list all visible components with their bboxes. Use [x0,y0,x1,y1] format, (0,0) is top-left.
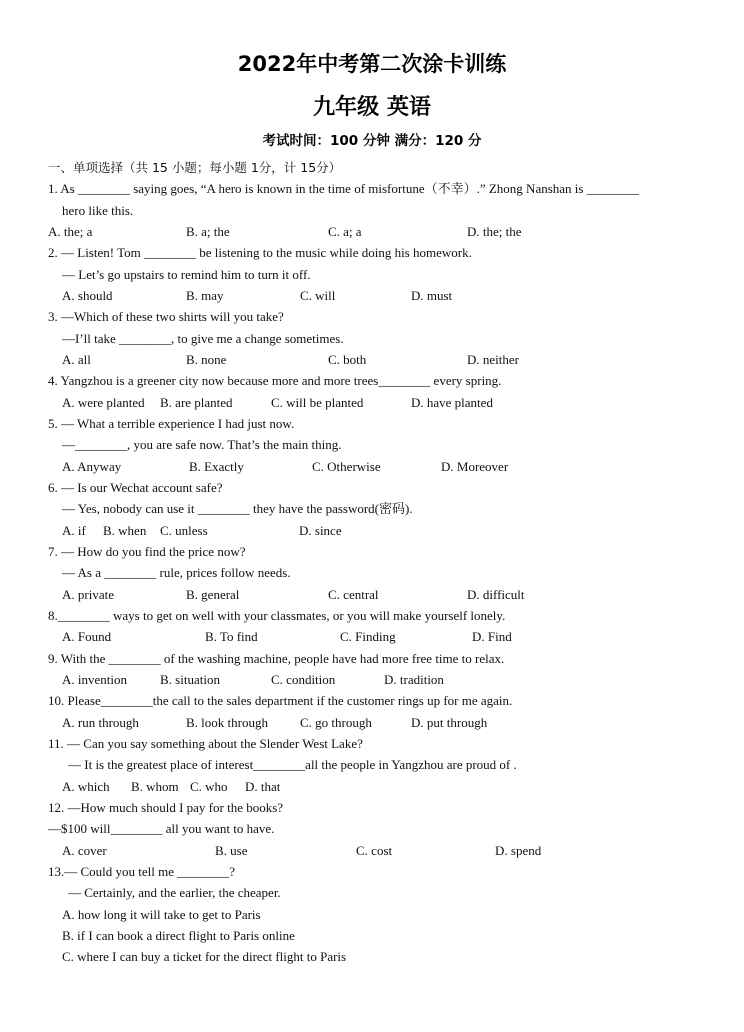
question-12-option-d: D. spend [495,843,542,858]
question-4-option-c: C. will be planted [271,395,364,410]
question-12-option-c: C. cost [356,843,393,858]
question-6-response: — Yes, nobody can use it ________ they have the password(密码). [62,501,413,516]
question-13-response: — Certainly, and the earlier, the cheaper. [68,885,281,900]
question-1-option-a: A. the; a [48,224,93,239]
question-12-option-a: A. cover [62,843,107,858]
exam-title: 2022年中考第二次涂卡训练 [237,52,507,76]
section-heading: 一、单项选择（共 15 小题；每小题 1分，计 15分） [48,160,342,175]
question-2-response: — Let’s go upstairs to remind him to turn it off. [62,267,311,282]
question-6-option-b: B. when [103,523,147,538]
question-7-option-a: A. private [62,587,114,602]
question-3-option-c: C. both [328,352,367,367]
question-9-option-d: D. tradition [384,672,444,687]
question-4-option-d: D. have planted [411,395,493,410]
question-7-option-b: B. general [186,587,240,602]
question-8-option-c: C. Finding [340,629,396,644]
question-7-option-d: D. difficult [467,587,525,602]
question-10-stem: 10. Please________the call to the sales department if the customer rings up for me again. [48,693,513,708]
question-12-option-b: B. use [215,843,248,858]
exam-subtitle: 九年级 英语 [313,95,431,120]
question-1-stem: 1. As ________ saying goes, “A hero is known in the time of misfortune（不幸）.” Zhong Nanshan is ________ [48,181,639,196]
question-13-option-a: A. how long it will take to get to Paris [62,907,261,922]
question-5-option-c: C. Otherwise [312,459,381,474]
exam-info: 考试时间：100 分钟 满分：120 分 [262,133,482,149]
question-11-option-a: A. which [62,779,110,794]
question-7-response: — As a ________ rule, prices follow needs. [62,565,291,580]
question-1-option-c: C. a; a [328,224,362,239]
question-12-stem: 12. —How much should I pay for the books? [48,800,284,815]
question-8-option-a: A. Found [62,629,112,644]
question-6-option-a: A. if [62,523,86,538]
question-11-option-b: B. whom [131,779,179,794]
question-10-option-b: B. look through [186,715,268,730]
question-11-option-c: C. who [190,779,228,794]
question-3-stem: 3. —Which of these two shirts will you take? [48,309,284,324]
question-3-option-d: D. neither [467,352,519,367]
question-9-option-c: C. condition [271,672,336,687]
question-12-response: —$100 will________ all you want to have. [48,821,275,836]
question-6-stem: 6. — Is our Wechat account safe? [48,480,223,495]
question-3-option-a: A. all [62,352,91,367]
question-11-response: — It is the greatest place of interest________all the people in Yangzhou are proud of . [68,757,517,772]
question-10-option-d: D. put through [411,715,488,730]
question-2-stem: 2. — Listen! Tom ________ be listening to the music while doing his homework. [48,245,472,260]
question-4-stem: 4. Yangzhou is a greener city now because more and more trees________ every spring. [48,373,502,388]
question-5-option-a: A. Anyway [62,459,122,474]
question-5-stem: 5. — What a terrible experience I had just now. [48,416,295,431]
question-11-option-d: D. that [245,779,281,794]
question-6-option-d: D. since [299,523,342,538]
question-7-option-c: C. central [328,587,379,602]
question-2-option-c: C. will [300,288,336,303]
question-9-stem: 9. With the ________ of the washing machine, people have had more free time to relax. [48,651,505,666]
question-1-stem-cont: hero like this. [62,203,134,218]
question-8-option-b: B. To find [205,629,258,644]
question-9-option-a: A. invention [62,672,127,687]
question-6-option-c: C. unless [160,523,208,538]
question-13-option-b: B. if I can book a direct flight to Paris online [62,928,295,943]
question-2-option-a: A. should [62,288,113,303]
question-5-option-b: B. Exactly [189,459,244,474]
question-13-stem: 13.— Could you tell me ________? [48,864,236,879]
question-5-option-d: D. Moreover [441,459,509,474]
question-8-option-d: D. Find [472,629,512,644]
question-1-option-b: B. a; the [186,224,230,239]
question-7-stem: 7. — How do you find the price now? [48,544,246,559]
question-10-option-c: C. go through [300,715,372,730]
question-2-option-d: D. must [411,288,453,303]
question-3-response: —I’ll take ________, to give me a change sometimes. [62,331,344,346]
question-10-option-a: A. run through [62,715,139,730]
question-3-option-b: B. none [186,352,227,367]
question-8-stem: 8.________ ways to get on well with your classmates, or you will make yourself lonely. [48,608,506,623]
question-11-stem: 11. — Can you say something about the Slender West Lake? [48,736,363,751]
question-9-option-b: B. situation [160,672,220,687]
question-2-option-b: B. may [186,288,224,303]
question-4-option-b: B. are planted [160,395,233,410]
question-4-option-a: A. were planted [62,395,145,410]
question-13-option-c: C. where I can buy a ticket for the direct flight to Paris [62,949,347,964]
question-1-option-d: D. the; the [467,224,522,239]
question-5-response: —________, you are safe now. That’s the main thing. [62,437,342,452]
